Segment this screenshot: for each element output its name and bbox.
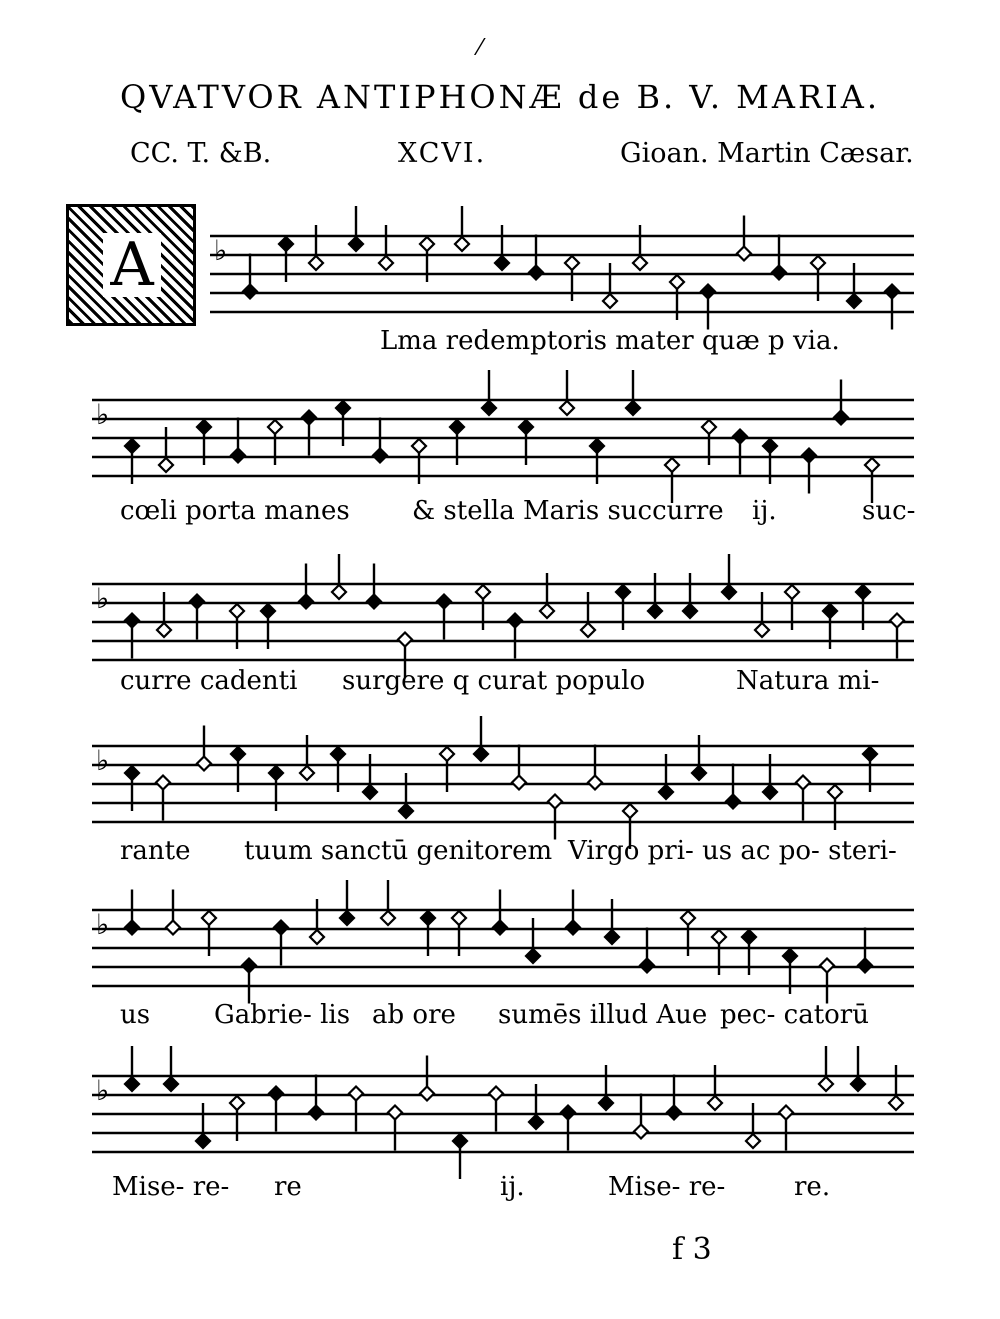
note xyxy=(197,726,211,771)
composer-name: Gioan. Martin Cæsar. xyxy=(620,138,914,169)
note xyxy=(379,225,393,270)
note xyxy=(667,1075,681,1120)
note xyxy=(420,1056,434,1101)
staff-system-4 xyxy=(92,724,914,844)
note xyxy=(349,1087,363,1132)
lyric: & stella Maris succurre xyxy=(412,496,724,526)
lyric: Gabrie- lis xyxy=(214,1000,351,1030)
note xyxy=(421,911,435,956)
note xyxy=(588,745,602,790)
note xyxy=(626,370,640,415)
note xyxy=(196,1103,210,1148)
note xyxy=(231,418,245,463)
note xyxy=(566,890,580,935)
note xyxy=(269,1087,283,1132)
note xyxy=(310,899,324,944)
note xyxy=(452,911,466,956)
note xyxy=(190,595,204,640)
lyric: Virgo pri- us ac po- steri- xyxy=(568,836,897,866)
flat-sign: ♭ xyxy=(96,398,110,431)
staff-system-6 xyxy=(92,1054,914,1174)
note xyxy=(274,921,288,966)
note xyxy=(581,592,595,637)
note xyxy=(785,585,799,630)
note xyxy=(746,1103,760,1148)
piece-number: XCVI. xyxy=(398,138,487,169)
note xyxy=(692,735,706,780)
staff-lines xyxy=(92,888,914,1008)
note xyxy=(269,766,283,811)
staff-system-1 xyxy=(210,214,914,334)
note xyxy=(302,411,316,456)
note xyxy=(856,585,870,630)
staff-lines xyxy=(92,1054,914,1174)
note xyxy=(231,747,245,792)
staff-system-2 xyxy=(92,378,914,498)
note xyxy=(373,418,387,463)
decorated-initial xyxy=(66,204,196,326)
note xyxy=(755,592,769,637)
note xyxy=(548,795,562,840)
note xyxy=(820,959,834,1004)
note xyxy=(796,776,810,821)
note xyxy=(565,256,579,301)
lyric: ij. xyxy=(752,496,777,526)
note xyxy=(450,420,464,465)
staff-lines xyxy=(92,724,914,844)
page-signature: f 3 xyxy=(672,1232,712,1267)
note xyxy=(603,263,617,308)
note xyxy=(453,1134,467,1179)
note xyxy=(885,285,899,330)
note xyxy=(399,773,413,818)
note xyxy=(476,585,490,630)
staff-lines xyxy=(210,214,914,334)
note xyxy=(783,949,797,994)
lyric: curre cadenti xyxy=(120,666,298,696)
note xyxy=(420,237,434,282)
note xyxy=(633,225,647,270)
staff-system-5 xyxy=(92,888,914,1008)
note xyxy=(125,890,139,935)
note xyxy=(300,735,314,780)
note xyxy=(701,285,715,330)
note xyxy=(726,764,740,809)
lyric: sumēs illud Aue xyxy=(498,1000,708,1030)
note xyxy=(529,235,543,280)
note xyxy=(834,380,848,425)
note xyxy=(648,573,662,618)
note xyxy=(230,1096,244,1141)
note xyxy=(733,430,747,475)
note xyxy=(599,1065,613,1110)
note xyxy=(811,256,825,301)
page-title: ⁄ QVATVOR ANTIPHONÆ de B. V. MARIA. xyxy=(119,36,881,116)
note xyxy=(561,1106,575,1151)
note xyxy=(164,1046,178,1091)
note xyxy=(512,745,526,790)
note xyxy=(681,911,695,956)
note xyxy=(474,716,488,761)
note xyxy=(299,564,313,609)
note xyxy=(634,1094,648,1139)
note xyxy=(367,564,381,609)
lyric: re. xyxy=(794,1172,831,1202)
note xyxy=(519,420,533,465)
lyric: cœli porta manes xyxy=(120,496,350,526)
note xyxy=(640,928,654,973)
note xyxy=(437,595,451,640)
lyric: Mise- re- xyxy=(112,1172,230,1202)
note xyxy=(125,439,139,484)
note xyxy=(605,899,619,944)
note xyxy=(309,225,323,270)
staff-lines xyxy=(92,378,914,498)
note xyxy=(482,370,496,415)
staff-system-3 xyxy=(92,562,914,682)
staff-lines xyxy=(92,562,914,682)
lyric: Lma redemptoris mater quæ p via. xyxy=(380,326,840,356)
lyric: surgere q curat populo xyxy=(342,666,646,696)
note xyxy=(336,401,350,446)
note xyxy=(708,1065,722,1110)
note xyxy=(125,1046,139,1091)
lyric: ij. xyxy=(500,1172,525,1202)
note xyxy=(763,439,777,484)
note xyxy=(242,959,256,1004)
note xyxy=(590,439,604,484)
flat-sign: ♭ xyxy=(96,582,110,615)
lyric: pec- catorū xyxy=(720,1000,869,1030)
note xyxy=(495,225,509,270)
note xyxy=(440,747,454,792)
note xyxy=(166,890,180,935)
note xyxy=(763,754,777,799)
note xyxy=(737,216,751,261)
voice-designation: CC. T. &B. xyxy=(130,138,272,169)
note xyxy=(712,930,726,975)
flat-sign: ♭ xyxy=(96,1074,110,1107)
note xyxy=(823,604,837,649)
note xyxy=(349,206,363,251)
note xyxy=(772,235,786,280)
note xyxy=(412,439,426,484)
note xyxy=(279,237,293,282)
note xyxy=(493,890,507,935)
note xyxy=(683,573,697,618)
flat-sign: ♭ xyxy=(214,234,228,267)
note xyxy=(156,776,170,821)
hand-mark: ⁄ xyxy=(478,36,485,61)
note xyxy=(230,604,244,649)
note xyxy=(863,747,877,792)
note xyxy=(847,263,861,308)
note xyxy=(197,420,211,465)
lyric: suc- xyxy=(862,496,916,526)
note xyxy=(202,911,216,956)
flat-sign: ♭ xyxy=(96,908,110,941)
note xyxy=(616,585,630,630)
lyric: ab ore xyxy=(372,1000,456,1030)
note xyxy=(858,928,872,973)
note xyxy=(529,1084,543,1129)
note xyxy=(802,449,816,494)
note xyxy=(332,554,346,599)
flat-sign: ♭ xyxy=(96,744,110,777)
lyric: re xyxy=(274,1172,302,1202)
note xyxy=(828,785,842,830)
note xyxy=(659,754,673,799)
note xyxy=(363,754,377,799)
lyric: tuum sanctū genitorem xyxy=(244,836,553,866)
note xyxy=(889,1065,903,1110)
lyric: Mise- re- xyxy=(608,1172,726,1202)
note xyxy=(670,275,684,320)
lyric: us xyxy=(120,1000,151,1030)
note xyxy=(560,370,574,415)
note xyxy=(742,930,756,975)
note xyxy=(268,420,282,465)
note xyxy=(309,1075,323,1120)
note xyxy=(779,1106,793,1151)
note xyxy=(261,604,275,649)
note xyxy=(340,880,354,925)
note xyxy=(331,747,345,792)
note xyxy=(540,573,554,618)
note xyxy=(381,880,395,925)
note xyxy=(702,420,716,465)
note xyxy=(890,614,904,659)
note xyxy=(388,1106,402,1151)
initial-letter: A xyxy=(103,233,161,297)
note xyxy=(243,254,257,299)
note xyxy=(125,614,139,659)
note xyxy=(157,592,171,637)
note xyxy=(722,554,736,599)
note xyxy=(508,614,522,659)
note xyxy=(819,1046,833,1091)
note xyxy=(125,766,139,811)
lyric: Natura mi- xyxy=(736,666,880,696)
note xyxy=(526,918,540,963)
note xyxy=(159,427,173,472)
lyric: rante xyxy=(120,836,191,866)
note xyxy=(455,206,469,251)
note xyxy=(851,1046,865,1091)
note xyxy=(489,1087,503,1132)
